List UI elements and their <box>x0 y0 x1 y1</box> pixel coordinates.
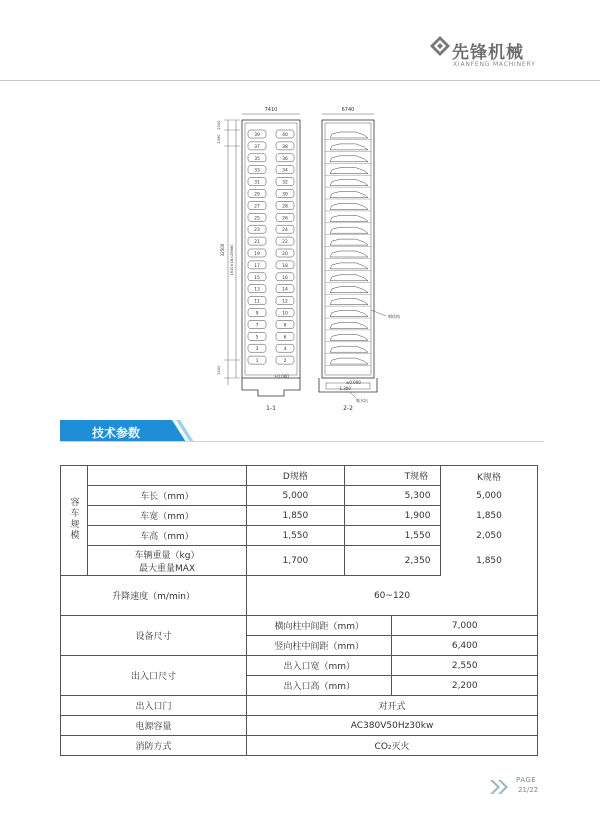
row-label: 电源容量 <box>61 716 247 736</box>
dim-total: 32500 <box>220 243 225 257</box>
slot-number: 18 <box>282 263 288 269</box>
slot-number: 25 <box>254 216 260 222</box>
row-label: 车宽（mm） <box>87 506 246 526</box>
slot-number: 20 <box>282 252 288 257</box>
slot-number: 40 <box>282 133 288 138</box>
car-silhouette <box>330 275 368 281</box>
table-row <box>61 716 538 736</box>
section-label-right: 2-2 <box>343 405 353 412</box>
slot-number: 10 <box>282 311 288 317</box>
sub-label: 出入口高（mm） <box>247 676 392 696</box>
cell-value: 对开式 <box>247 696 538 716</box>
car-silhouette <box>330 311 368 317</box>
slot-number: 39 <box>254 133 260 138</box>
header-t: T规格 <box>344 466 537 486</box>
k-cell: 5,000 <box>441 486 537 506</box>
row-label: 车长（mm） <box>87 486 246 506</box>
brand-name: 先锋机械 <box>452 43 524 63</box>
page-header <box>0 0 600 80</box>
cell-value: 60~120 <box>247 576 538 616</box>
page-label: PAGE <box>516 776 537 784</box>
dim-width-left: 7410 <box>264 107 278 113</box>
cell-value: 5,000 <box>247 486 345 506</box>
sub-label: 竖向柱中间距（mm） <box>247 636 392 656</box>
cell-value: 1,550 <box>247 526 345 546</box>
car-silhouette <box>330 132 368 138</box>
table-row <box>61 656 538 676</box>
slot-number: 33 <box>254 168 260 174</box>
car-silhouette <box>330 263 368 269</box>
car-silhouette <box>330 299 368 305</box>
cell-value: 1,700 <box>247 546 345 576</box>
slot-number: 13 <box>254 287 260 293</box>
k-cell: 1,850 <box>441 506 537 526</box>
car-silhouette <box>330 334 368 340</box>
slot-number: 21 <box>254 240 260 246</box>
cell-value: 2,550 <box>392 656 538 676</box>
slot-number: 24 <box>282 228 288 234</box>
car-silhouette <box>330 346 368 352</box>
cell-value: 7,000 <box>392 616 538 636</box>
dim-bottom: 2100 <box>217 365 221 375</box>
slot-number: 35 <box>254 156 260 162</box>
elevation-drawing <box>200 100 420 420</box>
header-blank <box>87 466 246 486</box>
header-divider <box>0 80 600 81</box>
cell-value: AC380V50Hz30kw <box>247 716 538 736</box>
car-silhouette <box>330 156 368 162</box>
slot-number: 36 <box>282 156 288 162</box>
slot-number: 30 <box>282 192 288 198</box>
car-silhouette <box>330 287 368 293</box>
slot-number: 19 <box>254 252 260 257</box>
annotation-pit: 集水坑 <box>356 398 368 403</box>
k-cell: 1,850 <box>441 546 537 576</box>
row-label: 出入口门 <box>61 696 247 716</box>
dim-top-2: 2390 <box>217 134 221 144</box>
sub-label: 横向柱中间距（mm） <box>247 616 392 636</box>
slot-number: 7 <box>255 323 259 329</box>
slot-number: 9 <box>255 311 259 317</box>
slot-number: 17 <box>254 263 260 269</box>
k-cell: 2,050 <box>441 526 537 546</box>
cell-value: CO₂灭火 <box>247 736 538 756</box>
cell-value: 2,350 <box>344 546 537 576</box>
dim-mid: 1610×18=28980 <box>230 244 234 276</box>
page-number: 21/22 <box>518 786 539 794</box>
table-row <box>61 736 538 756</box>
cell-value: 5,300 <box>344 486 537 506</box>
group-label: 容车规模 <box>68 497 79 541</box>
car-silhouette <box>330 215 368 221</box>
slot-number: 4 <box>283 347 287 353</box>
car-silhouette <box>330 358 368 364</box>
slot-number: 3 <box>255 347 259 353</box>
slot-number: 22 <box>282 240 288 246</box>
row-label: 车高（mm） <box>87 526 246 546</box>
slot-number: 28 <box>282 204 288 210</box>
row-label: 升降速度（m/min） <box>61 576 247 616</box>
row-label <box>87 546 246 576</box>
slot-number: 23 <box>254 228 260 234</box>
slot-number: 37 <box>254 144 260 150</box>
row-label: 设备尺寸 <box>61 616 247 656</box>
slot-number: 32 <box>282 180 288 186</box>
dim-top-1: 2100 <box>217 120 221 130</box>
table-row <box>61 616 538 636</box>
table-row <box>61 576 538 616</box>
header-d: D规格 <box>247 466 345 486</box>
k-cell: K规格 <box>441 466 537 486</box>
sub-label: 出入口宽（mm） <box>247 656 392 676</box>
cell-value: 2,200 <box>392 676 538 696</box>
car-silhouette <box>330 180 368 186</box>
slot-number: 12 <box>282 299 288 305</box>
group-label-cell <box>61 466 88 576</box>
level-left: ±0.000 <box>274 374 289 379</box>
car-silhouette <box>330 251 368 257</box>
slot-number: 38 <box>282 144 288 150</box>
table-row <box>61 696 538 716</box>
brand-name-en: XIANFENG MACHINERY <box>453 61 536 68</box>
slot-number: 27 <box>254 204 260 210</box>
row-label: 消防方式 <box>61 736 247 756</box>
company-logo-icon <box>430 36 450 56</box>
row-label: 出入口尺寸 <box>61 656 247 696</box>
slot-number: 2 <box>283 359 287 365</box>
cell-value: 1,900 <box>344 506 537 526</box>
dim-width-right: 6740 <box>341 107 355 113</box>
slot-number: 34 <box>282 168 288 174</box>
slot-number: 29 <box>254 192 260 198</box>
cell-value: 1,850 <box>247 506 345 526</box>
slot-number: 15 <box>254 275 260 281</box>
car-silhouette <box>330 227 368 233</box>
car-silhouette <box>330 144 368 150</box>
slot-number: 1 <box>255 359 259 365</box>
slot-number: 31 <box>254 180 260 186</box>
slot-number: 26 <box>282 216 288 222</box>
car-silhouette <box>330 168 368 174</box>
car-silhouette <box>330 322 368 328</box>
slot-number: 16 <box>282 275 288 281</box>
car-silhouette <box>330 203 368 209</box>
slot-number: 8 <box>283 323 287 329</box>
annotation-rail: 钢结构 <box>388 314 400 319</box>
car-silhouette <box>330 192 368 198</box>
section-title: 技术参数 <box>92 426 141 440</box>
row-label-line: 车辆重量（kg） <box>134 550 200 561</box>
slot-number: 5 <box>255 335 259 341</box>
cell-value: 6,400 <box>392 636 538 656</box>
row-label-line: 最大重量MAX <box>138 563 196 574</box>
level-right: ±0.000 <box>346 380 361 385</box>
slot-number: 6 <box>283 335 287 341</box>
cell-value: 1,550 <box>344 526 537 546</box>
car-silhouette <box>330 239 368 245</box>
section-label-left: 1-1 <box>266 405 276 412</box>
depth-right: -1.300 <box>338 386 351 391</box>
slot-number: 11 <box>254 299 260 305</box>
slot-number: 14 <box>282 287 288 293</box>
